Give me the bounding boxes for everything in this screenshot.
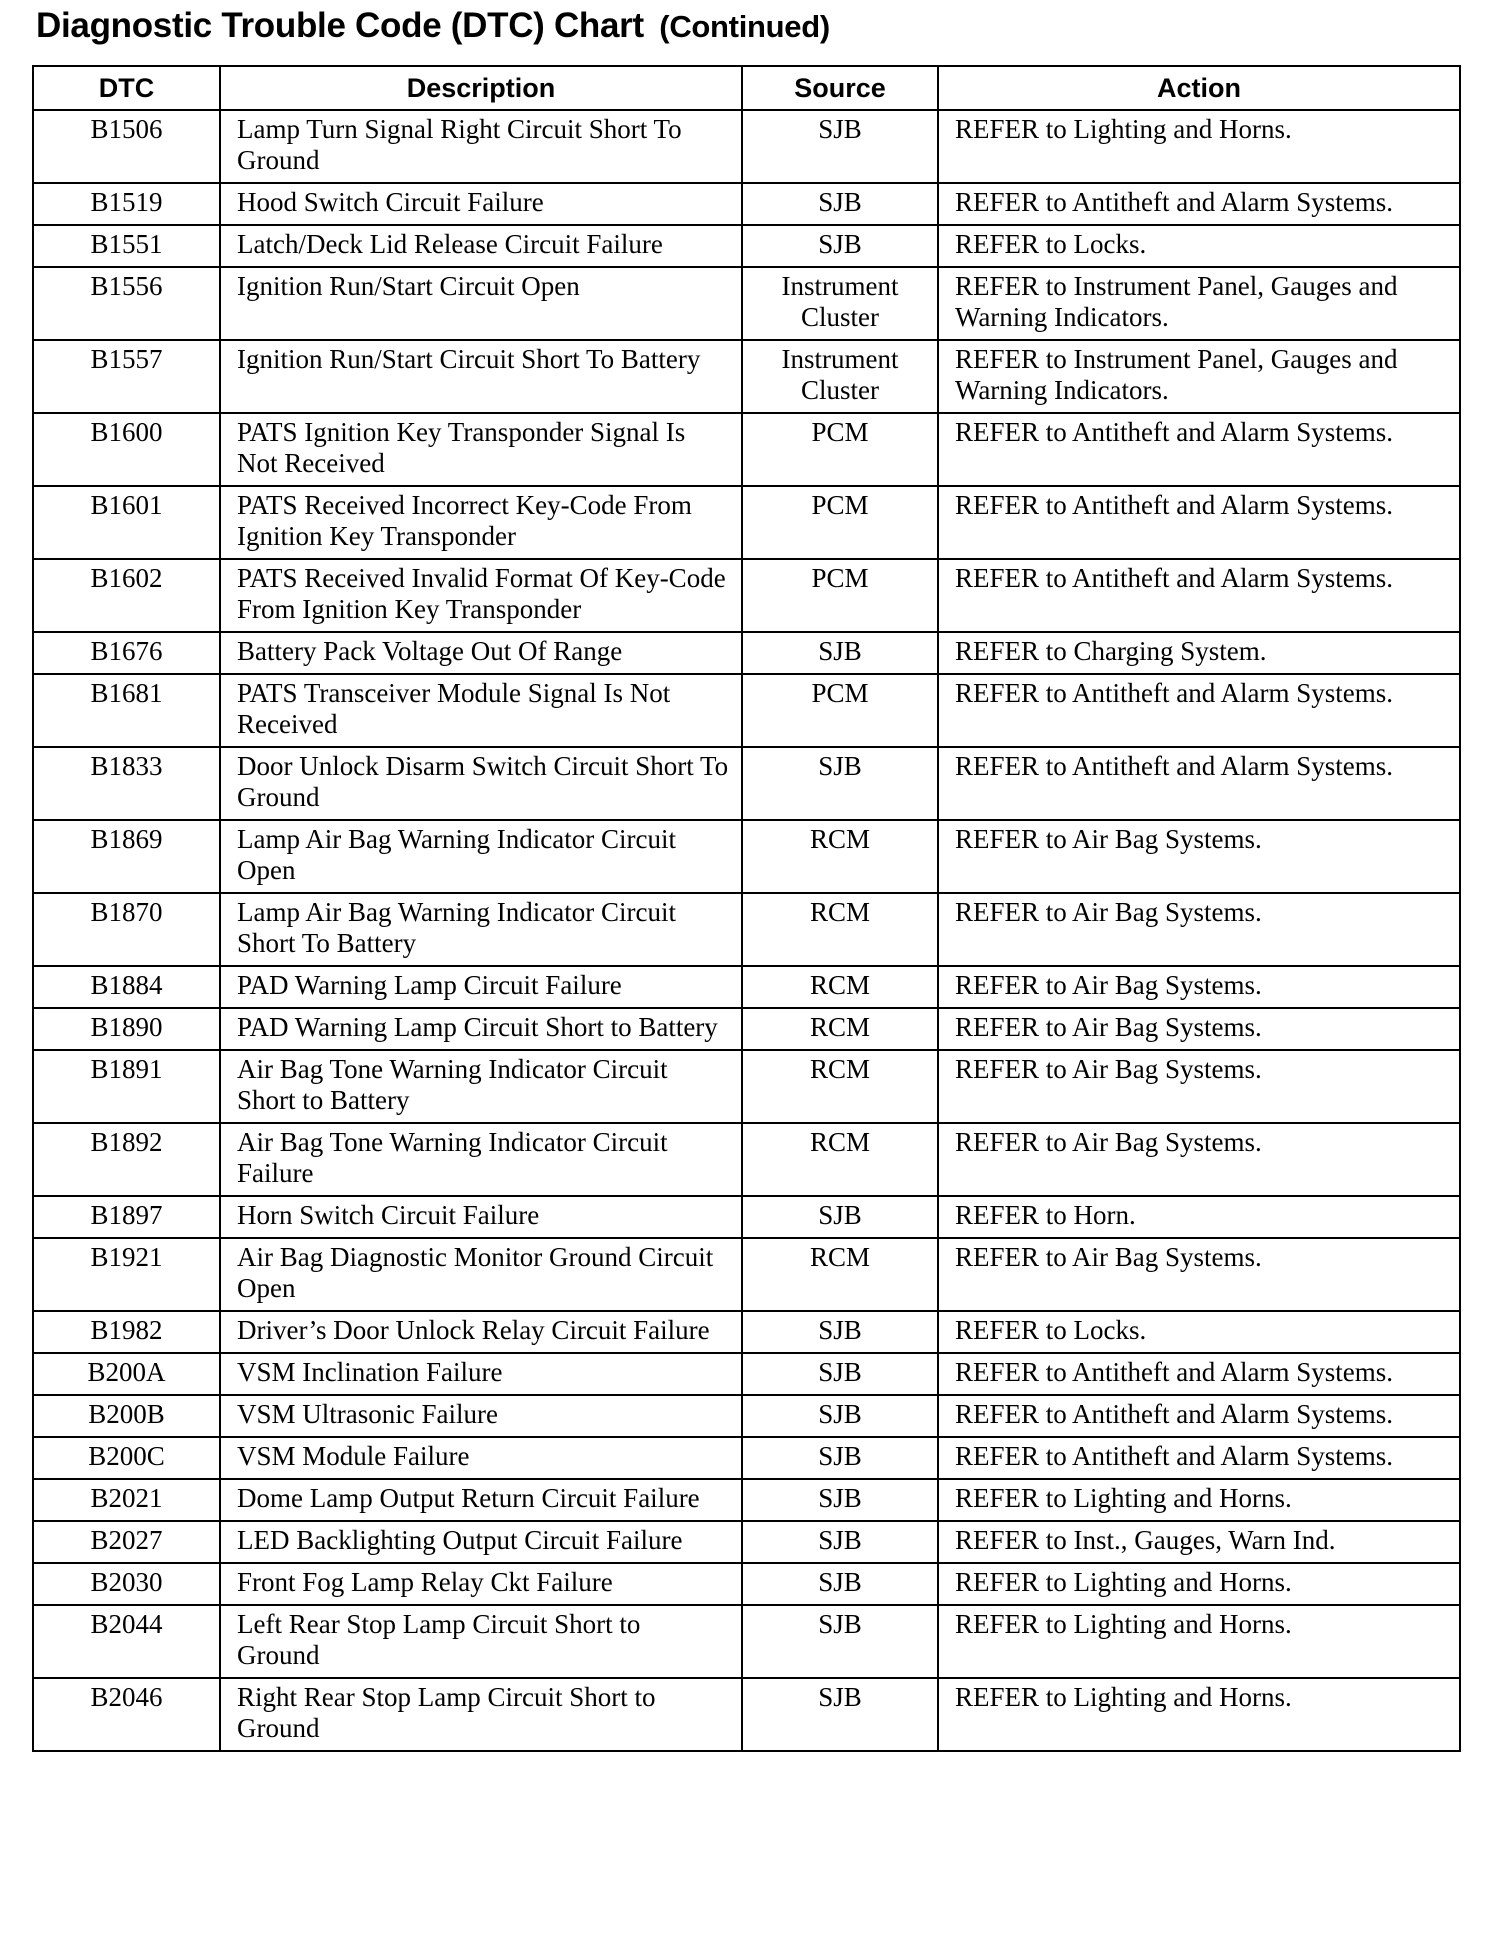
table-row	[33, 1123, 1460, 1196]
description-cell: Air Bag Diagnostic Monitor Ground Circuit Open	[220, 1238, 742, 1311]
source-cell: SJB	[742, 1196, 938, 1238]
action-cell: REFER to Horn.	[938, 1196, 1460, 1238]
dtc-code-cell: B1891	[33, 1050, 220, 1123]
description-cell: Ignition Run/Start Circuit Open	[220, 267, 742, 340]
action-cell: REFER to Air Bag Systems.	[938, 1123, 1460, 1196]
action-cell: REFER to Air Bag Systems.	[938, 1238, 1460, 1311]
table-row	[33, 1605, 1460, 1678]
source-cell: SJB	[742, 1395, 938, 1437]
description-cell: Air Bag Tone Warning Indicator Circuit Short to Battery	[220, 1050, 742, 1123]
action-cell: REFER to Antitheft and Alarm Systems.	[938, 413, 1460, 486]
action-cell: REFER to Locks.	[938, 225, 1460, 267]
source-cell: SJB	[742, 747, 938, 820]
dtc-code-cell: B1921	[33, 1238, 220, 1311]
dtc-code-cell: B2030	[33, 1563, 220, 1605]
source-cell: Instrument Cluster	[742, 340, 938, 413]
header-action: Action	[938, 66, 1460, 110]
page-title	[36, 6, 830, 46]
description-cell: Horn Switch Circuit Failure	[220, 1196, 742, 1238]
source-cell: RCM	[742, 966, 938, 1008]
source-cell: SJB	[742, 1437, 938, 1479]
dtc-code-cell: B1982	[33, 1311, 220, 1353]
dtc-code-cell: B1519	[33, 183, 220, 225]
description-cell: Left Rear Stop Lamp Circuit Short to Ground	[220, 1605, 742, 1678]
table-row	[33, 1395, 1460, 1437]
action-cell: REFER to Antitheft and Alarm Systems.	[938, 559, 1460, 632]
header-source: Source	[742, 66, 938, 110]
table-row	[33, 225, 1460, 267]
action-cell: REFER to Air Bag Systems.	[938, 1008, 1460, 1050]
description-cell: VSM Ultrasonic Failure	[220, 1395, 742, 1437]
source-cell: RCM	[742, 1238, 938, 1311]
description-cell: Right Rear Stop Lamp Circuit Short to Ground	[220, 1678, 742, 1751]
action-cell: REFER to Charging System.	[938, 632, 1460, 674]
action-cell: REFER to Air Bag Systems.	[938, 820, 1460, 893]
table-row	[33, 183, 1460, 225]
action-cell: REFER to Instrument Panel, Gauges and Warning Indicators.	[938, 340, 1460, 413]
source-cell: SJB	[742, 1479, 938, 1521]
table-row	[33, 820, 1460, 893]
table-row	[33, 486, 1460, 559]
action-cell: REFER to Antitheft and Alarm Systems.	[938, 1395, 1460, 1437]
dtc-code-cell: B200B	[33, 1395, 220, 1437]
table-row	[33, 1238, 1460, 1311]
description-cell: Door Unlock Disarm Switch Circuit Short To Ground	[220, 747, 742, 820]
description-cell: Lamp Turn Signal Right Circuit Short To Ground	[220, 110, 742, 183]
table-row	[33, 267, 1460, 340]
description-cell: Air Bag Tone Warning Indicator Circuit Failure	[220, 1123, 742, 1196]
source-cell: SJB	[742, 1605, 938, 1678]
table-row	[33, 966, 1460, 1008]
table-row	[33, 340, 1460, 413]
description-cell: PAD Warning Lamp Circuit Failure	[220, 966, 742, 1008]
dtc-code-cell: B1892	[33, 1123, 220, 1196]
dtc-code-cell: B2044	[33, 1605, 220, 1678]
table-row	[33, 1479, 1460, 1521]
dtc-code-cell: B200C	[33, 1437, 220, 1479]
source-cell: PCM	[742, 674, 938, 747]
action-cell: REFER to Lighting and Horns.	[938, 1605, 1460, 1678]
description-cell: Ignition Run/Start Circuit Short To Battery	[220, 340, 742, 413]
source-cell: SJB	[742, 1563, 938, 1605]
source-cell: PCM	[742, 559, 938, 632]
dtc-code-cell: B1870	[33, 893, 220, 966]
source-cell: PCM	[742, 413, 938, 486]
table-row	[33, 1678, 1460, 1751]
description-cell: Lamp Air Bag Warning Indicator Circuit Short To Battery	[220, 893, 742, 966]
source-cell: RCM	[742, 820, 938, 893]
description-cell: LED Backlighting Output Circuit Failure	[220, 1521, 742, 1563]
description-cell: Latch/Deck Lid Release Circuit Failure	[220, 225, 742, 267]
table-row	[33, 1353, 1460, 1395]
action-cell: REFER to Inst., Gauges, Warn Ind.	[938, 1521, 1460, 1563]
action-cell: REFER to Antitheft and Alarm Systems.	[938, 486, 1460, 559]
dtc-code-cell: B1556	[33, 267, 220, 340]
header-dtc: DTC	[33, 66, 220, 110]
table-row	[33, 893, 1460, 966]
dtc-code-cell: B1884	[33, 966, 220, 1008]
table-header-row	[33, 66, 1460, 110]
table-row	[33, 674, 1460, 747]
action-cell: REFER to Locks.	[938, 1311, 1460, 1353]
action-cell: REFER to Air Bag Systems.	[938, 1050, 1460, 1123]
table-row	[33, 110, 1460, 183]
table-row	[33, 1050, 1460, 1123]
source-cell: SJB	[742, 183, 938, 225]
dtc-code-cell: B1897	[33, 1196, 220, 1238]
action-cell: REFER to Antitheft and Alarm Systems.	[938, 1353, 1460, 1395]
dtc-code-cell: B200A	[33, 1353, 220, 1395]
dtc-code-cell: B1833	[33, 747, 220, 820]
action-cell: REFER to Antitheft and Alarm Systems.	[938, 674, 1460, 747]
source-cell: RCM	[742, 1008, 938, 1050]
action-cell: REFER to Air Bag Systems.	[938, 893, 1460, 966]
description-cell: PATS Ignition Key Transponder Signal Is Not Received	[220, 413, 742, 486]
table-row	[33, 632, 1460, 674]
table-row	[33, 559, 1460, 632]
action-cell: REFER to Lighting and Horns.	[938, 1479, 1460, 1521]
source-cell: Instrument Cluster	[742, 267, 938, 340]
description-cell: PAD Warning Lamp Circuit Short to Battery	[220, 1008, 742, 1050]
action-cell: REFER to Lighting and Horns.	[938, 110, 1460, 183]
table-row	[33, 1008, 1460, 1050]
description-cell: VSM Inclination Failure	[220, 1353, 742, 1395]
source-cell: SJB	[742, 1678, 938, 1751]
description-cell: Hood Switch Circuit Failure	[220, 183, 742, 225]
description-cell: PATS Received Invalid Format Of Key-Code From Ignition Key Transponder	[220, 559, 742, 632]
source-cell: PCM	[742, 486, 938, 559]
action-cell: REFER to Antitheft and Alarm Systems.	[938, 1437, 1460, 1479]
action-cell: REFER to Lighting and Horns.	[938, 1678, 1460, 1751]
dtc-code-cell: B1602	[33, 559, 220, 632]
dtc-code-cell: B2021	[33, 1479, 220, 1521]
dtc-chart-table	[32, 65, 1461, 1752]
action-cell: REFER to Antitheft and Alarm Systems.	[938, 747, 1460, 820]
dtc-code-cell: B1600	[33, 413, 220, 486]
dtc-code-cell: B1869	[33, 820, 220, 893]
description-cell: Dome Lamp Output Return Circuit Failure	[220, 1479, 742, 1521]
table-row	[33, 1437, 1460, 1479]
action-cell: REFER to Antitheft and Alarm Systems.	[938, 183, 1460, 225]
description-cell: Driver’s Door Unlock Relay Circuit Failure	[220, 1311, 742, 1353]
dtc-code-cell: B2046	[33, 1678, 220, 1751]
source-cell: SJB	[742, 1521, 938, 1563]
dtc-code-cell: B1551	[33, 225, 220, 267]
dtc-code-cell: B1890	[33, 1008, 220, 1050]
description-cell: Battery Pack Voltage Out Of Range	[220, 632, 742, 674]
source-cell: RCM	[742, 1123, 938, 1196]
table-row	[33, 1563, 1460, 1605]
table-row	[33, 413, 1460, 486]
dtc-code-cell: B1676	[33, 632, 220, 674]
table-row	[33, 1311, 1460, 1353]
source-cell: SJB	[742, 1311, 938, 1353]
action-cell: REFER to Air Bag Systems.	[938, 966, 1460, 1008]
description-cell: Front Fog Lamp Relay Ckt Failure	[220, 1563, 742, 1605]
source-cell: RCM	[742, 1050, 938, 1123]
dtc-code-cell: B1506	[33, 110, 220, 183]
page-title-suffix: (Continued)	[659, 9, 830, 44]
description-cell: PATS Received Incorrect Key-Code From Ignition Key Transponder	[220, 486, 742, 559]
dtc-code-cell: B2027	[33, 1521, 220, 1563]
source-cell: SJB	[742, 632, 938, 674]
page-title-text: Diagnostic Trouble Code (DTC) Chart	[36, 6, 644, 45]
description-cell: VSM Module Failure	[220, 1437, 742, 1479]
action-cell: REFER to Instrument Panel, Gauges and Warning Indicators.	[938, 267, 1460, 340]
table-row	[33, 747, 1460, 820]
source-cell: SJB	[742, 1353, 938, 1395]
dtc-code-cell: B1557	[33, 340, 220, 413]
table-row	[33, 1521, 1460, 1563]
description-cell: Lamp Air Bag Warning Indicator Circuit Open	[220, 820, 742, 893]
description-cell: PATS Transceiver Module Signal Is Not Received	[220, 674, 742, 747]
source-cell: SJB	[742, 225, 938, 267]
source-cell: SJB	[742, 110, 938, 183]
header-description: Description	[220, 66, 742, 110]
table-row	[33, 1196, 1460, 1238]
dtc-code-cell: B1681	[33, 674, 220, 747]
table-body	[33, 110, 1460, 1751]
dtc-code-cell: B1601	[33, 486, 220, 559]
source-cell: RCM	[742, 893, 938, 966]
action-cell: REFER to Lighting and Horns.	[938, 1563, 1460, 1605]
